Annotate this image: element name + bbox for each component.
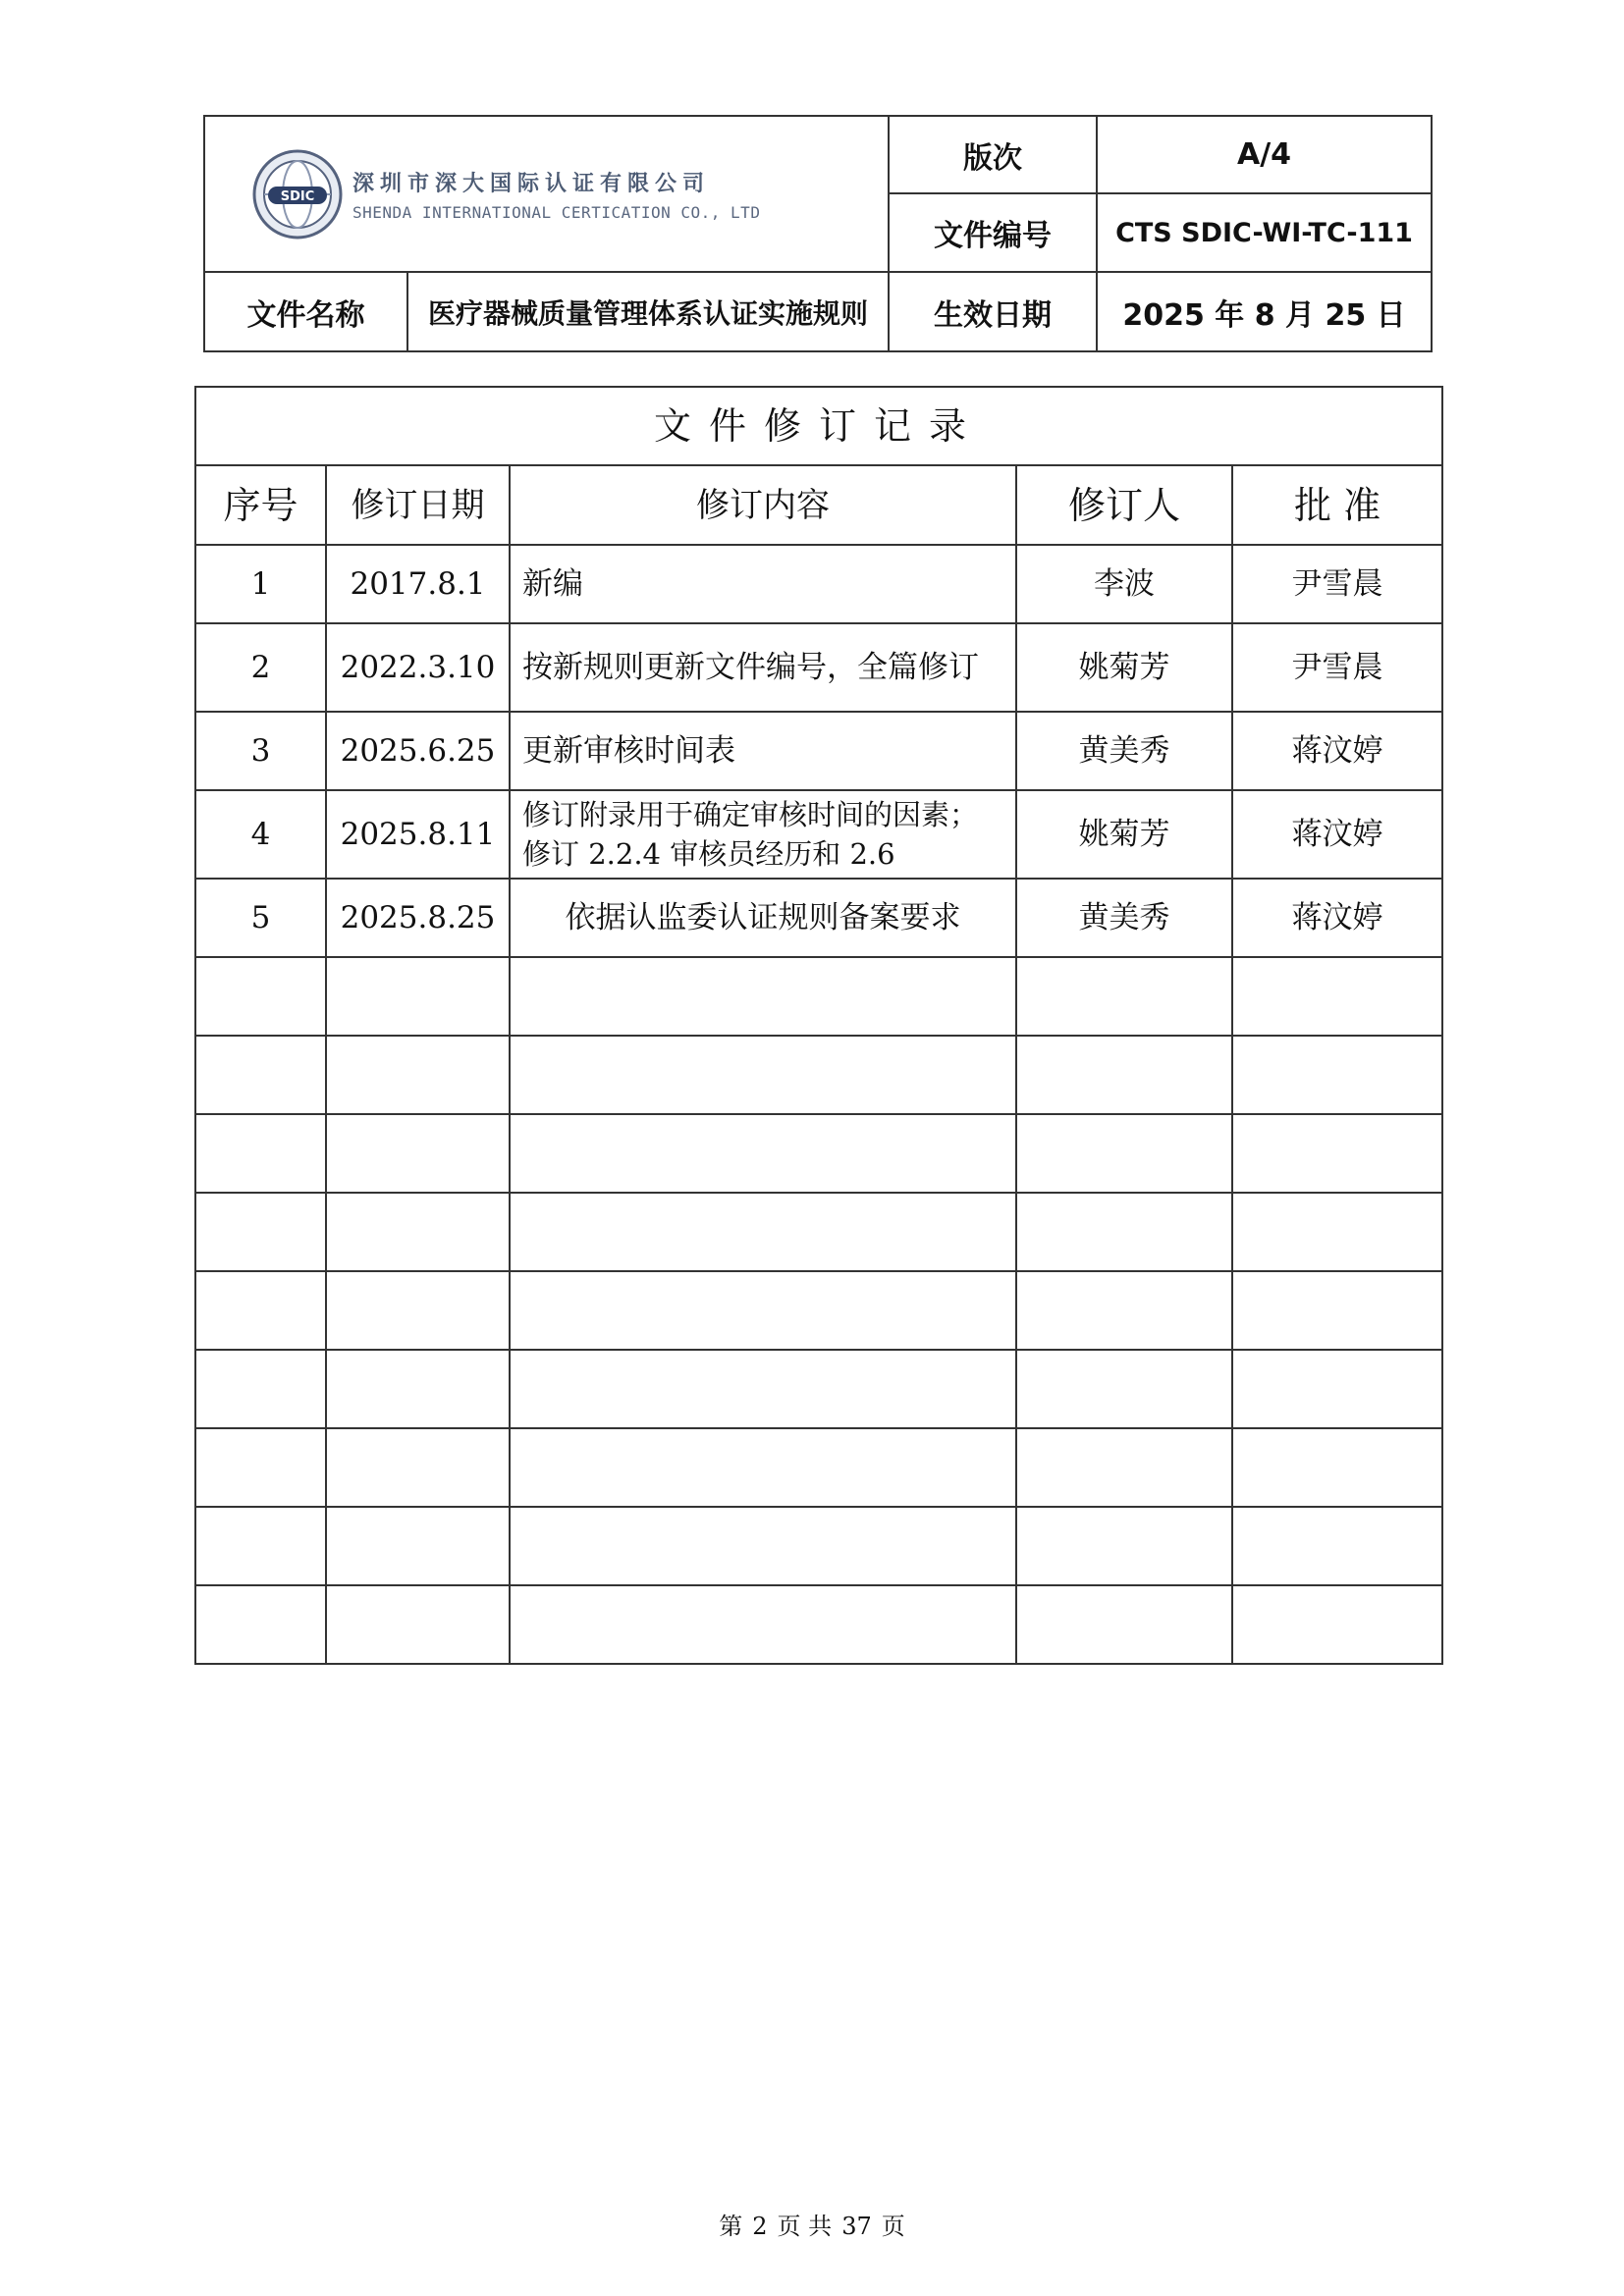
empty-cell: [1016, 1114, 1232, 1193]
empty-cell: [1232, 1585, 1442, 1664]
empty-cell: [326, 1036, 510, 1114]
empty-cell: [1016, 1585, 1232, 1664]
row-content: 更新审核时间表: [510, 712, 1016, 790]
row-approver: 蒋汶婷: [1232, 712, 1442, 790]
row-approver: 尹雪晨: [1232, 623, 1442, 712]
row-content: 依据认监委认证规则备案要求: [510, 879, 1016, 957]
row-approver: 蒋汶婷: [1232, 790, 1442, 879]
empty-table-row: [195, 1114, 1442, 1193]
row-no: 4: [195, 790, 326, 879]
effective-date-value: 2025 年 8 月 25 日: [1097, 272, 1432, 351]
empty-cell: [1232, 1428, 1442, 1507]
empty-cell: [1232, 1271, 1442, 1350]
empty-cell: [1232, 957, 1442, 1036]
row-no: 1: [195, 545, 326, 623]
row-no: 2: [195, 623, 326, 712]
empty-cell: [1016, 957, 1232, 1036]
empty-table-row: [195, 1271, 1442, 1350]
empty-cell: [195, 1350, 326, 1428]
empty-cell: [1232, 1507, 1442, 1585]
table-row: [195, 545, 1442, 623]
table-row: [195, 879, 1442, 957]
empty-table-row: [195, 1428, 1442, 1507]
empty-table-row: [195, 1193, 1442, 1271]
empty-cell: [1016, 1271, 1232, 1350]
empty-cell: [1232, 1036, 1442, 1114]
row-content: 按新规则更新文件编号，全篇修订: [510, 623, 1016, 712]
company-logo-cell: [204, 116, 889, 272]
row-no: 5: [195, 879, 326, 957]
empty-table-row: [195, 1036, 1442, 1114]
empty-cell: [1232, 1193, 1442, 1271]
empty-cell: [326, 1428, 510, 1507]
empty-cell: [326, 1271, 510, 1350]
empty-cell: [510, 1507, 1016, 1585]
empty-cell: [326, 1193, 510, 1271]
row-date: 2025.8.25: [326, 879, 510, 957]
col-header-approver: 批 准: [1232, 465, 1442, 545]
row-reviser: 黄美秀: [1016, 712, 1232, 790]
row-no: 3: [195, 712, 326, 790]
row-reviser: 姚菊芳: [1016, 623, 1232, 712]
empty-cell: [195, 1271, 326, 1350]
page-footer: [0, 2207, 1624, 2241]
empty-cell: [195, 1193, 326, 1271]
empty-cell: [1232, 1114, 1442, 1193]
empty-cell: [1016, 1428, 1232, 1507]
company-name-cn: 深圳市深大国际认证有限公司: [352, 170, 711, 196]
document-header-table: [203, 115, 1433, 352]
empty-cell: [1016, 1350, 1232, 1428]
row-reviser: 李波: [1016, 545, 1232, 623]
revision-record-table: [194, 386, 1443, 1665]
empty-cell: [510, 1036, 1016, 1114]
row-content: 修订附录用于确定审核时间的因素；修订 2.2.4 审核员经历和 2.6: [510, 790, 1016, 879]
row-date: 2022.3.10: [326, 623, 510, 712]
row-reviser: 姚菊芳: [1016, 790, 1232, 879]
company-logo-icon: [252, 149, 343, 240]
empty-cell: [195, 1507, 326, 1585]
empty-cell: [195, 1036, 326, 1114]
doc-no-value: CTS SDIC-WI-TC-111: [1097, 193, 1432, 272]
empty-cell: [1232, 1350, 1442, 1428]
empty-cell: [510, 1114, 1016, 1193]
empty-cell: [326, 1350, 510, 1428]
effective-date-label: 生效日期: [889, 272, 1097, 351]
empty-table-row: [195, 1585, 1442, 1664]
version-label: 版次: [889, 116, 1097, 193]
empty-cell: [195, 1428, 326, 1507]
empty-cell: [1016, 1193, 1232, 1271]
row-date: 2025.8.11: [326, 790, 510, 879]
footer-middle: 页 共: [777, 2213, 833, 2240]
empty-cell: [1016, 1036, 1232, 1114]
row-date: 2025.6.25: [326, 712, 510, 790]
empty-table-row: [195, 1507, 1442, 1585]
col-header-date: 修订日期: [326, 465, 510, 545]
empty-table-row: [195, 1350, 1442, 1428]
empty-cell: [510, 1428, 1016, 1507]
doc-name-label: 文件名称: [204, 272, 407, 351]
row-reviser: 黄美秀: [1016, 879, 1232, 957]
footer-page-number: 2: [752, 2213, 768, 2240]
empty-cell: [510, 957, 1016, 1036]
empty-cell: [1016, 1507, 1232, 1585]
row-approver: 尹雪晨: [1232, 545, 1442, 623]
doc-no-label: 文件编号: [889, 193, 1097, 272]
empty-table-row: [195, 957, 1442, 1036]
empty-cell: [326, 957, 510, 1036]
col-header-content: 修订内容: [510, 465, 1016, 545]
version-value: A/4: [1097, 116, 1432, 193]
empty-cell: [510, 1350, 1016, 1428]
empty-cell: [195, 1114, 326, 1193]
footer-total-pages: 37: [841, 2213, 872, 2240]
empty-cell: [195, 957, 326, 1036]
empty-cell: [326, 1585, 510, 1664]
empty-cell: [195, 1585, 326, 1664]
footer-prefix: 第: [719, 2213, 743, 2240]
svg-text:SDIC: SDIC: [280, 188, 315, 204]
row-approver: 蒋汶婷: [1232, 879, 1442, 957]
footer-suffix: 页: [881, 2213, 905, 2240]
row-content: 新编: [510, 545, 1016, 623]
col-header-reviser: 修订人: [1016, 465, 1232, 545]
empty-cell: [326, 1114, 510, 1193]
row-date: 2017.8.1: [326, 545, 510, 623]
table-row: [195, 712, 1442, 790]
table-row: [195, 790, 1442, 879]
table-row: [195, 623, 1442, 712]
empty-cell: [510, 1585, 1016, 1664]
company-name-en: SHENDA INTERNATIONAL CERTICATION CO., LTD: [352, 202, 761, 222]
empty-cell: [326, 1507, 510, 1585]
empty-cell: [510, 1193, 1016, 1271]
revision-table-title: 文件修订记录: [195, 387, 1442, 465]
empty-cell: [510, 1271, 1016, 1350]
doc-name-value: 医疗器械质量管理体系认证实施规则: [407, 272, 889, 351]
col-header-no: 序号: [195, 465, 326, 545]
